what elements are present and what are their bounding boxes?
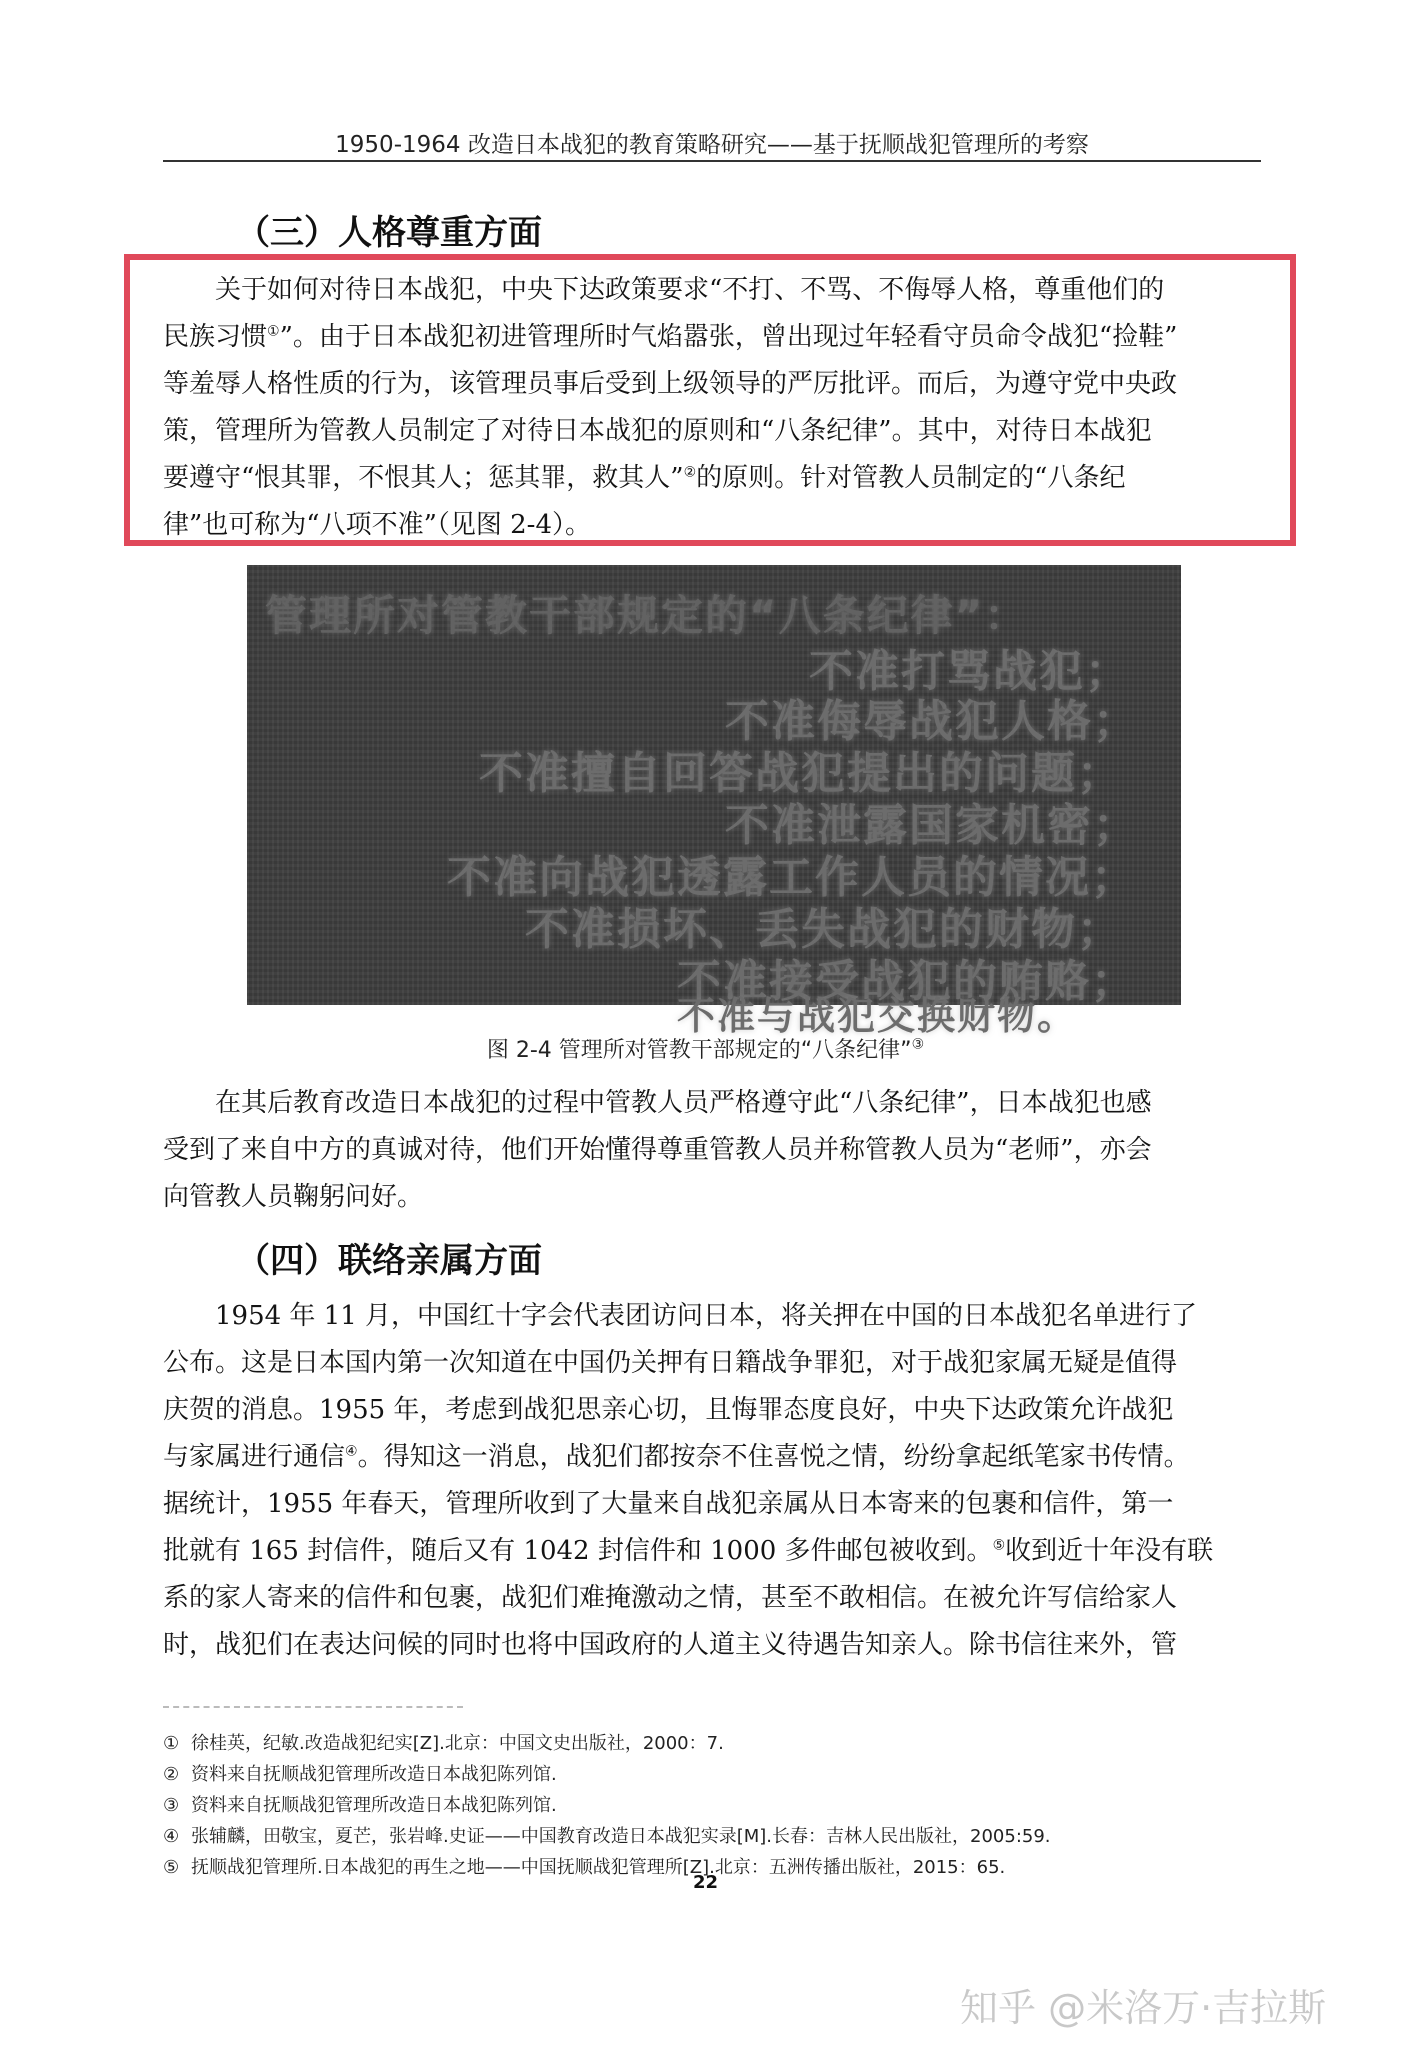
text-line: 1954 年 11 月，中国红十字会代表团访问日本，将关押在中国的日本战犯名单进行了 bbox=[215, 1301, 1198, 1331]
text-line bbox=[163, 314, 1261, 361]
figure-rule-2: 不准侮辱战犯人格； bbox=[725, 696, 1139, 747]
footnote-3 bbox=[163, 1790, 1263, 1821]
figure-rule-3: 不准擅自回答战犯提出的问题； bbox=[479, 748, 1123, 799]
text-line: 公布。这是日本国内第一次知道在中国仍关押有日籍战争罪犯，对于战犯家属无疑是值得 bbox=[163, 1348, 1178, 1378]
figure-rule-8: 不准与战犯交换财物。 bbox=[677, 994, 1078, 1038]
text-segment: ”。由于日本战犯初进管理所时气焰嚣张，曾出现过年轻看守员命令战犯“捡鞋” bbox=[279, 322, 1178, 352]
footnote-ref-3[interactable]: ③ bbox=[911, 1036, 925, 1053]
text-line: 在其后教育改造日本战犯的过程中管教人员严格遵守此“八条纪律”，日本战犯也感 bbox=[215, 1088, 1152, 1118]
text-line bbox=[163, 455, 1261, 502]
footnote-text: 张辅麟，田敬宝，夏芒，张岩峰.史证——中国教育改造日本战犯实录[M].长春：吉林人民出版社，2005:59. bbox=[191, 1826, 1051, 1847]
figure-rule-5: 不准向战犯透露工作人员的情况； bbox=[447, 852, 1137, 903]
section-heading-4: （四）联络亲属方面 bbox=[236, 1241, 542, 1281]
footnote-ref-5[interactable]: ⑤ bbox=[992, 1537, 1006, 1554]
figure-title-line: 管理所对管教干部规定的“八条纪律”： bbox=[265, 591, 1029, 640]
footnote-ref-4[interactable]: ④ bbox=[345, 1443, 358, 1460]
footnotes bbox=[163, 1728, 1263, 1883]
text-line: 等羞辱人格性质的行为，该管理员事后受到上级领导的严厉批评。而后，为遵守党中央政 bbox=[163, 369, 1178, 399]
text-line: 受到了来自中方的真诚对待，他们开始懂得尊重管教人员并称管教人员为“老师”，亦会 bbox=[163, 1135, 1152, 1165]
footnote-text: 徐桂英，纪敏.改造战犯纪实[Z].北京：中国文史出版社，2000：7. bbox=[191, 1733, 724, 1754]
header-rule bbox=[163, 160, 1261, 162]
text-segment: 要遵守“恨其罪，不恨其人；惩其罪，救其人” bbox=[163, 463, 684, 493]
post-figure-paragraph bbox=[163, 1080, 1261, 1221]
figure-caption bbox=[0, 1033, 1411, 1064]
text-line: 时，战犯们在表达问候的同时也将中国政府的人道主义待遇告知亲人。除书信往来外，管 bbox=[163, 1630, 1178, 1660]
section3-paragraph bbox=[163, 267, 1261, 549]
figure-rule-4: 不准泄露国家机密； bbox=[725, 800, 1139, 851]
figure-rule-6: 不准损坏、丢失战犯的财物； bbox=[525, 904, 1123, 955]
footnote-ref-1[interactable]: ① bbox=[267, 323, 280, 340]
footnote-mark: ⑤ bbox=[163, 1857, 180, 1878]
text-segment: 与家属进行通信 bbox=[163, 1442, 346, 1472]
text-line bbox=[163, 1434, 1261, 1481]
section-heading-3: （三）人格尊重方面 bbox=[236, 213, 542, 253]
text-segment: 的原则。针对管教人员制定的“八条纪 bbox=[696, 463, 1126, 493]
running-header: 1950-1964 改造日本战犯的教育策略研究——基于抚顺战犯管理所的考察 bbox=[335, 132, 1089, 158]
section4-paragraph bbox=[163, 1293, 1261, 1669]
footnote-rule bbox=[163, 1706, 463, 1708]
text-line: 律”也可称为“八项不准”（见图 2-4）。 bbox=[163, 510, 592, 540]
footnote-mark: ④ bbox=[163, 1826, 180, 1847]
text-segment: 批就有 165 封信件，随后又有 1042 封信件和 1000 多件邮包被收到。 bbox=[163, 1536, 993, 1566]
footnote-1 bbox=[163, 1728, 1263, 1759]
footnote-mark: ③ bbox=[163, 1795, 180, 1816]
text-segment: 收到近十年没有联 bbox=[1005, 1536, 1214, 1566]
footnote-ref-2[interactable]: ② bbox=[683, 464, 697, 481]
text-segment: 。得知这一消息，战犯们都按奈不住喜悦之情，纷纷拿起纸笔家书传情。 bbox=[357, 1442, 1190, 1472]
footnote-text: 抚顺战犯管理所.日本战犯的再生之地——中国抚顺战犯管理所[Z].北京：五洲传播出版社，2015：65. bbox=[191, 1857, 1006, 1878]
text-line: 庆贺的消息。1955 年，考虑到战犯思亲心切，且悔罪态度良好，中央下达政策允许战犯 bbox=[163, 1395, 1174, 1425]
figure-rule-1: 不准打骂战犯； bbox=[809, 646, 1131, 697]
text-segment: 民族习惯 bbox=[163, 322, 268, 352]
footnote-text: 资料来自抚顺战犯管理所改造日本战犯陈列馆. bbox=[191, 1764, 557, 1785]
footnote-mark: ② bbox=[163, 1764, 180, 1785]
text-line: 系的家人寄来的信件和包裹，战犯们难掩激动之情，甚至不敢相信。在被允许写信给家人 bbox=[163, 1583, 1178, 1613]
figure-rule-7: 不准接受战犯的贿赂； bbox=[677, 956, 1137, 1007]
eight-rules-photo bbox=[247, 565, 1181, 1038]
text-line bbox=[163, 1528, 1261, 1575]
caption-text: 图 2-4 管理所对管教干部规定的“八条纪律” bbox=[486, 1038, 912, 1063]
footnote-mark: ① bbox=[163, 1733, 180, 1754]
footnote-text: 资料来自抚顺战犯管理所改造日本战犯陈列馆. bbox=[191, 1795, 557, 1816]
watermark: 知乎 @米洛万·吉拉斯 bbox=[960, 1986, 1327, 2030]
page-number: 22 bbox=[692, 1872, 719, 1893]
text-line: 关于如何对待日本战犯，中央下达政策要求“不打、不骂、不侮辱人格，尊重他们的 bbox=[215, 275, 1165, 305]
text-line: 据统计，1955 年春天，管理所收到了大量来自战犯亲属从日本寄来的包裹和信件，第一 bbox=[163, 1489, 1174, 1519]
text-line: 策，管理所为管教人员制定了对待日本战犯的原则和“八条纪律”。其中，对待日本战犯 bbox=[163, 416, 1152, 446]
footnote-4 bbox=[163, 1821, 1263, 1852]
text-line: 向管教人员鞠躬问好。 bbox=[163, 1182, 424, 1212]
footnote-2 bbox=[163, 1759, 1263, 1790]
